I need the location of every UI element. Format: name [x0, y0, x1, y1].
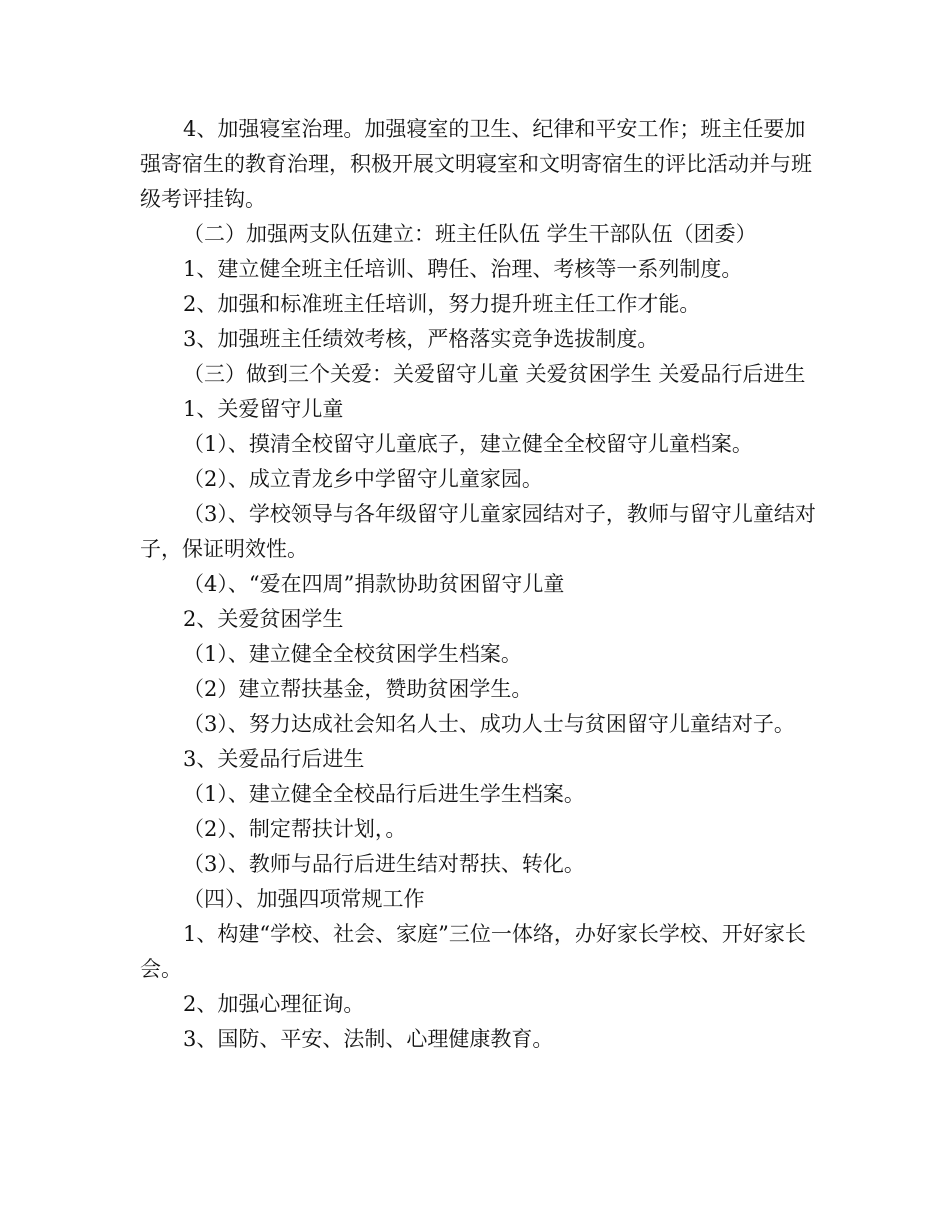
paragraph-item: 3、加强班主任绩效考核，严格落实竞争选拔制度。	[183, 327, 659, 351]
paragraph-item: （1）、建立健全全校品行后进生学生档案。	[183, 782, 585, 806]
subheading-left-behind-children: 1、关爱留守儿童	[183, 397, 344, 421]
paragraph-item: （3）、努力达成社会知名人士、成功人士与贫困留守儿童结对子。	[183, 712, 795, 736]
section-heading-three-cares: （三）做到三个关爱：关爱留守儿童 关爱贫困学生 关爱品行后进生	[183, 362, 806, 386]
paragraph-item: （2）、成立青龙乡中学留守儿童家园。	[183, 467, 543, 491]
paragraph-item: （2）、制定帮扶计划，。	[183, 817, 407, 841]
subheading-poor-students: 2、关爱贫困学生	[183, 607, 344, 631]
paragraph-item: （1）、摸清全校留守儿童底子，建立健全全校留守儿童档案。	[183, 432, 753, 456]
paragraph-item: 2、加强和标准班主任培训，努力提升班主任工作才能。	[183, 292, 701, 316]
paragraph-item: （2）建立帮扶基金，赞助贫困学生。	[183, 677, 533, 701]
paragraph-dormitory-management: 4、加强寝室治理。加强寝室的卫生、纪律和平安工作；班主任要加强寄宿生的教育治理，积极开展文明寝室和文明寄宿生的评比活动并与班级考评挂钩。	[140, 117, 812, 211]
paragraph-item: 3、国防、平安、法制、心理健康教育。	[183, 1027, 554, 1051]
section-heading-two-teams: （二）加强两支队伍建立：班主任队伍 学生干部队伍（团委）	[183, 222, 757, 246]
subheading-underperforming-students: 3、关爱品行后进生	[183, 747, 365, 771]
document-body	[140, 112, 820, 1057]
paragraph-item: （3）、教师与品行后进生结对帮扶、转化。	[183, 852, 585, 876]
paragraph-item: 1、构建“学校、社会、家庭”三位一体络，办好家长学校、开好家长会。	[140, 922, 806, 981]
paragraph-item: （1）、建立健全全校贫困学生档案。	[183, 642, 522, 666]
paragraph-item: （3）、学校领导与各年级留守儿童家园结对子，教师与留守儿童结对子，保证明效性。	[140, 502, 816, 561]
paragraph-item: （4）、“爱在四周”捐款协助贫困留守儿童	[183, 572, 565, 596]
paragraph-item: 2、加强心理征询。	[183, 992, 365, 1016]
section-heading-four-routines: （四）、加强四项常规工作	[183, 887, 425, 911]
paragraph-item: 1、建立健全班主任培训、聘任、治理、考核等一系列制度。	[183, 257, 743, 281]
